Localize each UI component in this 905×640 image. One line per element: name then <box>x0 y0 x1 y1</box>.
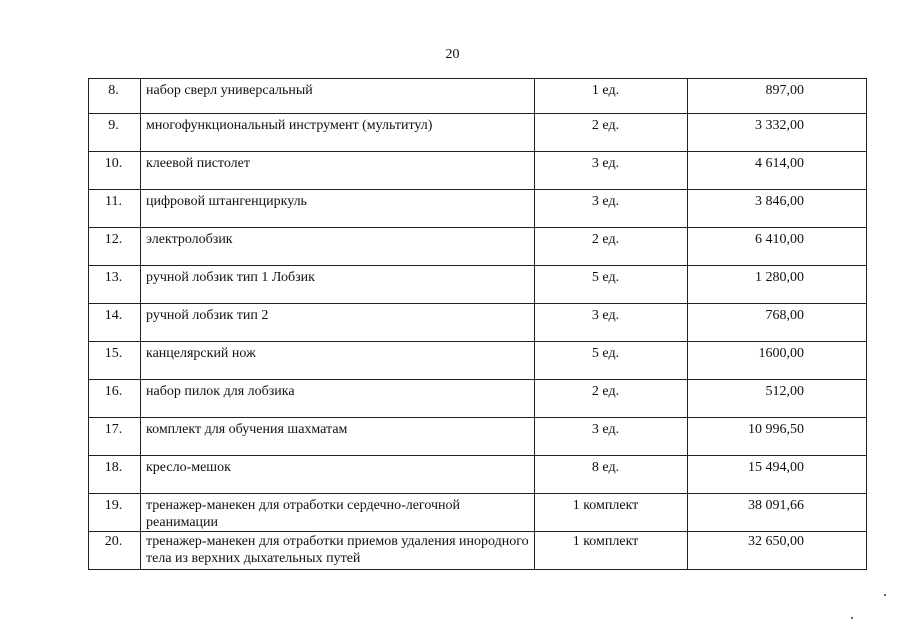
row-number: 20. <box>89 532 141 570</box>
item-price: 768,00 <box>688 304 867 342</box>
row-number: 8. <box>89 79 141 114</box>
item-name: тренажер-манекен для отработки приемов удаления инородного тела из верхних дыхательных путей <box>141 532 535 570</box>
item-price: 512,00 <box>688 380 867 418</box>
item-name: цифровой штангенциркуль <box>141 190 535 228</box>
item-quantity: 5 ед. <box>535 342 688 380</box>
row-number: 14. <box>89 304 141 342</box>
item-name: кресло-мешок <box>141 456 535 494</box>
row-number: 11. <box>89 190 141 228</box>
table-row <box>89 79 867 114</box>
item-price: 10 996,50 <box>688 418 867 456</box>
item-name: клеевой пистолет <box>141 152 535 190</box>
item-quantity: 3 ед. <box>535 190 688 228</box>
table-row <box>89 494 867 532</box>
item-quantity: 1 ед. <box>535 79 688 114</box>
item-name: многофункциональный инструмент (мультитул) <box>141 114 535 152</box>
scan-speck <box>884 594 886 596</box>
item-price: 15 494,00 <box>688 456 867 494</box>
row-number: 13. <box>89 266 141 304</box>
table-row <box>89 304 867 342</box>
row-number: 16. <box>89 380 141 418</box>
item-price: 3 332,00 <box>688 114 867 152</box>
table-row <box>89 114 867 152</box>
item-name: тренажер-манекен для отработки сердечно-легочной реанимации <box>141 494 535 532</box>
item-quantity: 2 ед. <box>535 114 688 152</box>
item-name: электролобзик <box>141 228 535 266</box>
table-row <box>89 532 867 570</box>
item-quantity: 3 ед. <box>535 152 688 190</box>
table-row <box>89 190 867 228</box>
item-price: 1 280,00 <box>688 266 867 304</box>
table-row <box>89 228 867 266</box>
item-quantity: 8 ед. <box>535 456 688 494</box>
item-price: 3 846,00 <box>688 190 867 228</box>
item-price: 32 650,00 <box>688 532 867 570</box>
row-number: 18. <box>89 456 141 494</box>
row-number: 15. <box>89 342 141 380</box>
item-price: 6 410,00 <box>688 228 867 266</box>
row-number: 19. <box>89 494 141 532</box>
table-row <box>89 152 867 190</box>
table-row <box>89 380 867 418</box>
row-number: 17. <box>89 418 141 456</box>
item-name: комплект для обучения шахматам <box>141 418 535 456</box>
item-name: набор пилок для лобзика <box>141 380 535 418</box>
table-row <box>89 342 867 380</box>
items-table <box>88 78 867 570</box>
row-number: 12. <box>89 228 141 266</box>
table-row <box>89 456 867 494</box>
item-quantity: 3 ед. <box>535 304 688 342</box>
item-quantity: 1 комплект <box>535 532 688 570</box>
item-name: набор сверл универсальный <box>141 79 535 114</box>
item-quantity: 1 комплект <box>535 494 688 532</box>
scan-speck <box>851 617 853 619</box>
item-name: канцелярский нож <box>141 342 535 380</box>
row-number: 10. <box>89 152 141 190</box>
row-number: 9. <box>89 114 141 152</box>
item-price: 4 614,00 <box>688 152 867 190</box>
item-name: ручной лобзик тип 1 Лобзик <box>141 266 535 304</box>
item-price: 1600,00 <box>688 342 867 380</box>
item-name: ручной лобзик тип 2 <box>141 304 535 342</box>
item-price: 897,00 <box>688 79 867 114</box>
item-quantity: 5 ед. <box>535 266 688 304</box>
table-row <box>89 418 867 456</box>
page-number: 20 <box>445 47 460 62</box>
table-row <box>89 266 867 304</box>
item-quantity: 2 ед. <box>535 380 688 418</box>
item-quantity: 2 ед. <box>535 228 688 266</box>
item-quantity: 3 ед. <box>535 418 688 456</box>
item-price: 38 091,66 <box>688 494 867 532</box>
